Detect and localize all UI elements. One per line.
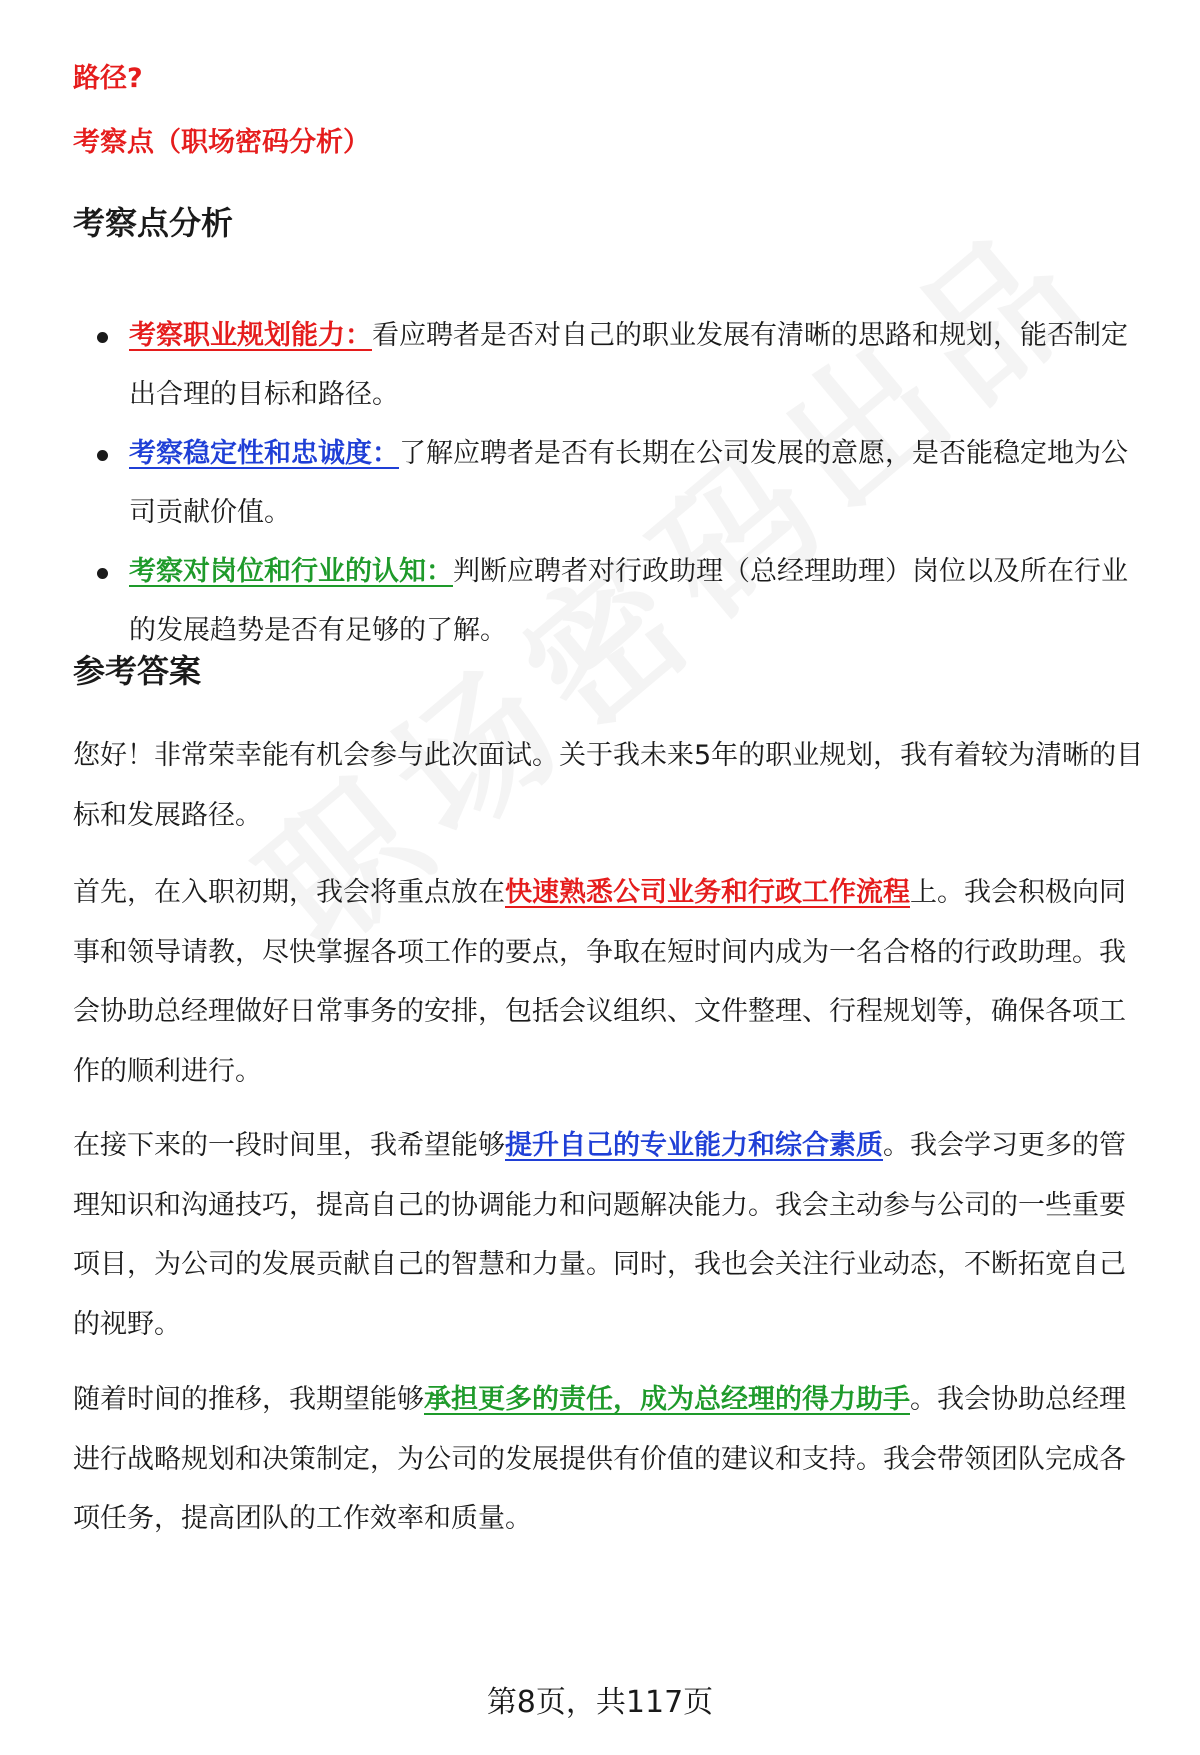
analysis-point [73, 424, 1143, 542]
answer-paragraph-2 [73, 863, 1148, 1101]
highlight-text: 提升自己的专业能力和综合素质 [505, 1130, 883, 1161]
point-keyword: 考察对岗位和行业的认知： [129, 556, 453, 587]
highlight-text: 快速熟悉公司业务和行政工作流程 [505, 877, 910, 908]
point-text: 看应聘者是否对自己的职业发展有清晰的思路和规划，能否制定出合理的目标和路径。 [129, 320, 1128, 410]
point-text: 判断应聘者对行政助理（总经理助理）岗位以及所在行业的发展趋势是否有足够的了解。 [129, 556, 1128, 646]
page-number: 第8页，共117页 [486, 1685, 714, 1720]
paragraph-text: 。我会学习更多的管理知识和沟通技巧，提高自己的协调能力和问题解决能力。我会主动参与公司的一些重要项目，为公司的发展贡献自己的智慧和力量。同时，我也会关注行业动态，不断拓宽自己的视野。 [73, 1130, 1126, 1340]
question-tail: 路径? [73, 63, 143, 94]
analysis-label: 考察点（职场密码分析） [73, 127, 370, 158]
bullet-icon [97, 332, 108, 343]
section-heading-analysis: 考察点分析 [73, 204, 234, 242]
bullet-icon [97, 450, 108, 461]
analysis-point [73, 542, 1143, 660]
answer-paragraph-4 [73, 1370, 1148, 1549]
paragraph-text: 首先，在入职初期，我会将重点放在 [73, 877, 505, 908]
answer-paragraph-1: 您好！非常荣幸能有机会参与此次面试。关于我未来5年的职业规划，我有着较为清晰的目标和发展路径。 [73, 740, 1144, 831]
analysis-point [73, 306, 1143, 424]
point-keyword: 考察职业规划能力： [129, 320, 372, 351]
paragraph-text: 上。我会积极向同事和领导请教，尽快掌握各项工作的要点，争取在短时间内成为一名合格的行政助理。我会协助总经理做好日常事务的安排，包括会议组织、文件整理、行程规划等，确保各项工作的顺利进行。 [73, 877, 1126, 1087]
paragraph-text: 。我会协助总经理进行战略规划和决策制定，为公司的发展提供有价值的建议和支持。我会带领团队完成各项任务，提高团队的工作效率和质量。 [73, 1384, 1126, 1534]
highlight-text: 承担更多的责任，成为总经理的得力助手 [424, 1384, 910, 1415]
point-text: 了解应聘者是否有长期在公司发展的意愿，是否能稳定地为公司贡献价值。 [129, 438, 1128, 528]
analysis-points-list [73, 306, 1143, 660]
paragraph-text: 随着时间的推移，我期望能够 [73, 1384, 424, 1415]
answer-paragraph-3 [73, 1116, 1148, 1354]
section-heading-answer: 参考答案 [73, 652, 202, 690]
point-keyword: 考察稳定性和忠诚度： [129, 438, 399, 469]
bullet-icon [97, 568, 108, 579]
paragraph-text: 在接下来的一段时间里，我希望能够 [73, 1130, 505, 1161]
